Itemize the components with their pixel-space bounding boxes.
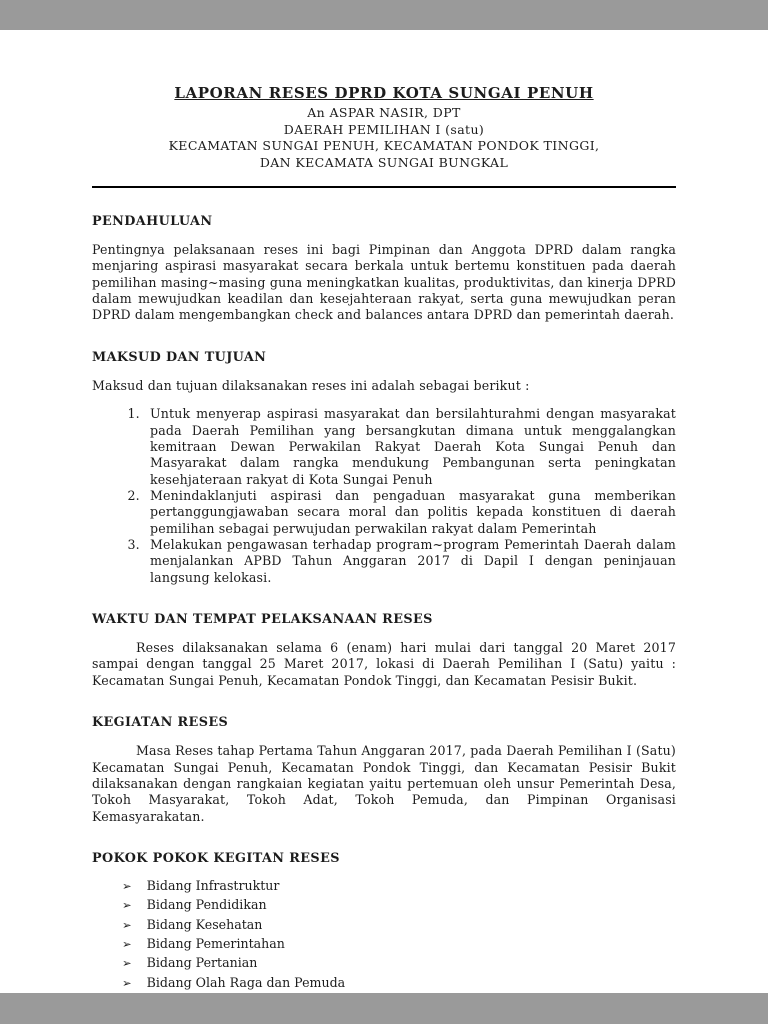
section-heading-pendahuluan: PENDAHULUAN bbox=[92, 214, 213, 229]
section-waktu-tempat bbox=[92, 612, 676, 689]
maksud-intro-paragraph: Maksud dan tujuan dilaksanakan reses ini adalah sebagai berikut : bbox=[92, 377, 530, 393]
section-heading-waktu: WAKTU DAN TEMPAT PELAKSANAAN RESES bbox=[92, 612, 433, 628]
arrow-bullet-icon: ➢ bbox=[122, 917, 132, 932]
section-heading-maksud: MAKSUD DAN TUJUAN bbox=[92, 349, 267, 365]
bullet-item-text: Bidang Pertanian bbox=[146, 955, 258, 971]
maksud-list-item: 3. Melakukan pengawasan terhadap program~program Pemerintah Daerah dalam menjalankan APBD Tahun Anggaran 2017 di Dapil I dengan peninjauan langsung kelokasi. bbox=[144, 537, 676, 586]
waktu-paragraph: Reses dilaksanakan selama 6 (enam) hari mulai dari tanggal 20 Maret 2017 sampai dengan tanggal 25 Maret 2017, lokasi di Daerah Pemilihan I (Satu) yaitu : Kecamatan Sungai Penuh, Kecamatan Pondok Tinggi, dan Kecamatan Pesisir Bukit. bbox=[92, 640, 676, 688]
document-title: LAPORAN RESES DPRD KOTA SUNGAI PENUH bbox=[174, 84, 594, 102]
document-header bbox=[92, 84, 676, 171]
pokok-list-item bbox=[122, 897, 676, 913]
header-line-kecamatan-2: DAN KECAMATA SUNGAI BUNGKAL bbox=[259, 154, 509, 170]
maksud-numbered-list bbox=[122, 406, 676, 586]
document-page bbox=[0, 30, 768, 1011]
arrow-bullet-icon: ➢ bbox=[122, 898, 132, 913]
pokok-list-item bbox=[122, 878, 676, 894]
arrow-bullet-icon: ➢ bbox=[122, 937, 132, 952]
section-kegiatan-reses bbox=[92, 715, 676, 825]
section-pendahuluan bbox=[92, 214, 676, 324]
arrow-bullet-icon: ➢ bbox=[122, 878, 132, 893]
maksud-list-item: 1. Untuk menyerap aspirasi masyarakat dan bersilahturahmi dengan masyarakat pada Daerah Pemilihan yang bersangkutan dimana untuk menggalangkan kemitraan Dewan Perwakilan Rakyat Daerah Kota Sungai Penuh dan Masyarakat dalam rangka mendukung Pembangunan serta peningkatan kesehjateraan rakyat di Kota Sungai Penuh bbox=[144, 406, 676, 488]
pokok-list-item bbox=[122, 917, 676, 933]
bullet-item-text: Bidang Kesehatan bbox=[146, 916, 263, 932]
section-pokok-kegiatan bbox=[92, 851, 676, 1011]
viewer-bottom-bar bbox=[0, 993, 768, 1024]
pokok-list-item bbox=[122, 975, 676, 991]
bullet-item-text: Bidang Pendidikan bbox=[146, 897, 267, 913]
header-line-kecamatan-1: KECAMATAN SUNGAI PENUH, KECAMATAN PONDOK TINGGI, bbox=[168, 138, 600, 153]
header-line-dapil: DAERAH PEMILIHAN I (satu) bbox=[283, 121, 485, 137]
bullet-item-text: Bidang Pemerintahan bbox=[146, 936, 285, 952]
maksud-list-item: 2. Menindaklanjuti aspirasi dan pengaduan masyarakat guna memberikan pertanggungjawaban secara moral dan politis kepada konstituen di daerah pemilihan sebagai perwujudan perwakilan rakyat dalam Pemerintah bbox=[144, 488, 676, 537]
section-heading-kegiatan: KEGIATAN RESES bbox=[92, 715, 229, 731]
kegiatan-paragraph: Masa Reses tahap Pertama Tahun Anggaran 2017, pada Daerah Pemilihan I (Satu) Kecamatan Sungai Penuh, Kecamatan Pondok Tinggi, dan Kecamatan Pesisir Bukit dilaksanakan dengan rangkaian kegiatan yaitu pertemuan oleh unsur Pemerintah Desa, Tokoh Masyarakat, Tokoh Adat, Tokoh Pemuda, dan Pimpinan Organisasi Kemasyarakatan. bbox=[92, 743, 676, 824]
section-maksud-dan-tujuan bbox=[92, 350, 676, 586]
bullet-item-text: Bidang Olah Raga dan Pemuda bbox=[146, 974, 346, 990]
header-line-author: An ASPAR NASIR, DPT bbox=[307, 105, 461, 120]
bullet-item-text: Bidang Infrastruktur bbox=[146, 877, 280, 893]
section-heading-pokok: POKOK POKOK KEGITAN RESES bbox=[92, 850, 340, 866]
arrow-bullet-icon: ➢ bbox=[122, 956, 132, 971]
pendahuluan-paragraph: Pentingnya pelaksanaan reses ini bagi Pimpinan dan Anggota DPRD dalam rangka menjaring aspirasi masyarakat secara berkala untuk bertemu konstituen pada daerah pemilihan masing~masing guna meningkatkan kualitas, produktivitas, dan kinerja DPRD dalam mewujudkan keadilan dan kesejahteraan rakyat, serta guna mewujudkan peran DPRD dalam mengembangkan check and balances antara DPRD dan pemerintah daerah. bbox=[92, 242, 676, 323]
header-rule bbox=[92, 186, 676, 188]
viewer-top-bar bbox=[0, 0, 768, 30]
arrow-bullet-icon: ➢ bbox=[122, 975, 132, 990]
pokok-list-item bbox=[122, 955, 676, 971]
pokok-bullet-list bbox=[122, 878, 676, 1011]
pokok-list-item bbox=[122, 936, 676, 952]
